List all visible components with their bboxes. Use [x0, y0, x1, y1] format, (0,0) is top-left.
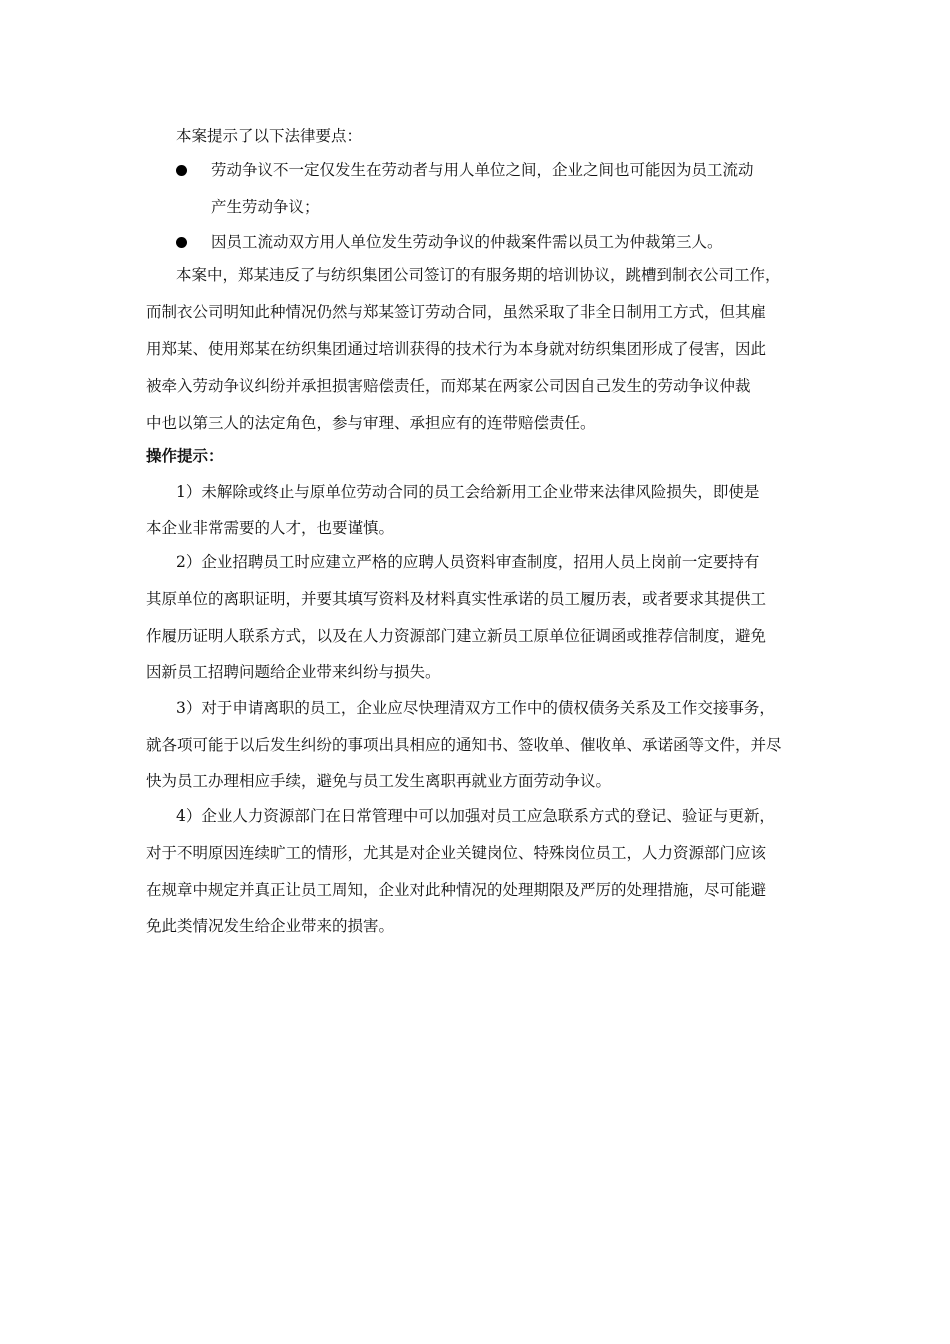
tip-1-line: 本企业非常需要的人才，也要谨慎。	[146, 519, 395, 537]
analysis-line: 本案中，郑某违反了与纺织集团公司签订的有服务期的培训协议，跳槽到制衣公司工作，	[176, 266, 781, 284]
tip-4-line: 在规章中规定并真正让员工周知，企业对此种情况的处理期限及严厉的处理措施，尽可能避	[146, 881, 767, 899]
tip-3-line: 3）对于申请离职的员工，企业应尽快理清双方工作中的债权债务关系及工作交接事务，	[176, 699, 775, 717]
analysis-line: 中也以第三人的法定角色，参与审理、承担应有的连带赔偿责任。	[146, 414, 596, 432]
tip-2-line: 因新员工招聘问题给企业带来纠纷与损失。	[146, 663, 441, 681]
bullet-1-line-2: 产生劳动争议；	[211, 198, 320, 216]
intro-paragraph: 本案提示了以下法律要点：	[176, 127, 363, 145]
tips-heading: 操作提示：	[146, 447, 224, 465]
tip-3-line: 快为员工办理相应手续，避免与员工发生离职再就业方面劳动争议。	[146, 772, 612, 790]
analysis-line: 用郑某、使用郑某在纺织集团通过培训获得的技术行为本身就对纺织集团形成了侵害，因此	[146, 340, 767, 358]
tip-2-line: 其原单位的离职证明，并要其填写资料及材料真实性承诺的员工履历表，或者要求其提供工	[146, 590, 767, 608]
bullet-2-line-1: 因员工流动双方用人单位发生劳动争议的仲裁案件需以员工为仲裁第三人。	[211, 233, 723, 251]
tip-2-line: 2）企业招聘员工时应建立严格的应聘人员资料审查制度，招用人员上岗前一定要持有	[176, 553, 760, 571]
tip-4-line: 免此类情况发生给企业带来的损害。	[146, 917, 395, 935]
analysis-line: 被牵入劳动争议纠纷并承担损害赔偿责任，而郑某在两家公司因自己发生的劳动争议仲裁	[146, 377, 751, 395]
analysis-line: 而制衣公司明知此种情况仍然与郑某签订劳动合同，虽然采取了非全日制用工方式，但其雇	[146, 303, 767, 321]
tip-1-line: 1）未解除或终止与原单位劳动合同的员工会给新用工企业带来法律风险损失，即使是	[176, 483, 760, 501]
tip-4-line: 4）企业人力资源部门在日常管理中可以加强对员工应急联系方式的登记、验证与更新，	[176, 807, 775, 825]
tip-4-line: 对于不明原因连续旷工的情形，尤其是对企业关键岗位、特殊岗位员工，人力资源部门应该	[146, 844, 767, 862]
bullet-1-line-1: 劳动争议不一定仅发生在劳动者与用人单位之间，企业之间也可能因为员工流动	[211, 161, 754, 179]
tip-2-line: 作履历证明人联系方式，以及在人力资源部门建立新员工原单位征调函或推荐信制度，避免	[146, 627, 767, 645]
tip-3-line: 就各项可能于以后发生纠纷的事项出具相应的通知书、签收单、催收单、承诺函等文件，并尽	[146, 736, 782, 754]
